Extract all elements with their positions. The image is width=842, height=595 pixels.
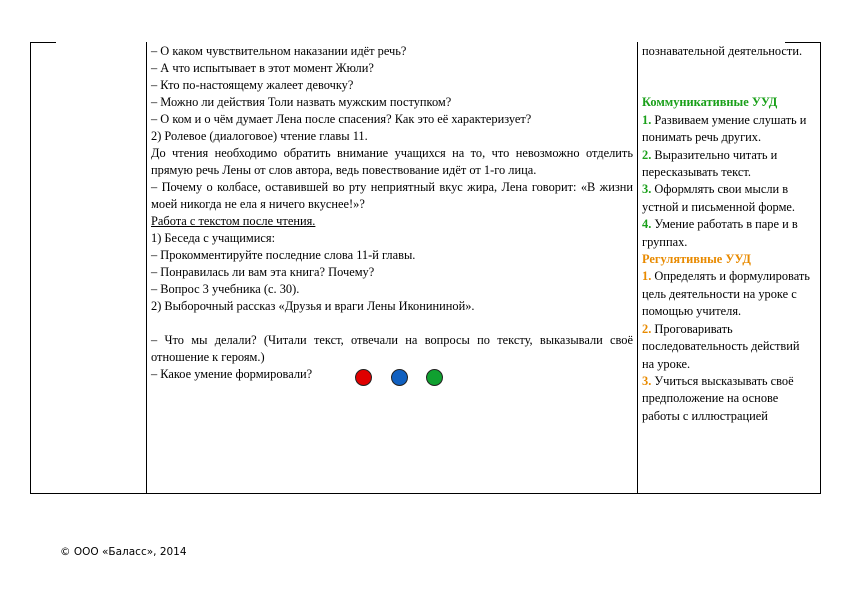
text-line: – А что испытывает в этот момент Жюли? bbox=[151, 61, 374, 75]
text-line: 2) Выборочный рассказ «Друзья и враги Лены Иконининой». bbox=[151, 299, 475, 313]
blue-dot bbox=[391, 369, 408, 386]
text-paragraph: – Что мы делали? (Читали текст, отвечали на вопросы по тексту, выказывали своё отношение к героям.) bbox=[151, 333, 633, 364]
text-line: – Прокомментируйте последние слова 11-й главы. bbox=[151, 248, 416, 262]
text-line: – О ком и о чём думает Лена после спасения? Как это её характеризует? bbox=[151, 112, 532, 126]
text-line: – Какое умение формировали? bbox=[151, 367, 313, 381]
col-border-3 bbox=[637, 42, 638, 493]
list-item: 3. Учиться высказывать своё предположение на основе работы с иллюстрацией bbox=[642, 373, 794, 423]
text-paragraph: – Почему о колбасе, оставившей во рту неприятный вкус жира, Лена говорит: «В жизни моей никогда не ела я ничего вкуснее!»? bbox=[151, 180, 633, 211]
red-dot bbox=[355, 369, 372, 386]
communicative-heading: Коммуникативные УУД bbox=[642, 95, 778, 110]
text-line: 2) Ролевое (диалоговое) чтение главы 11. bbox=[151, 129, 368, 143]
list-item: 2. Выразительно читать и пересказывать текст. bbox=[642, 147, 778, 180]
section-heading: Работа с текстом после чтения. bbox=[151, 214, 316, 228]
lesson-content-cell bbox=[151, 43, 633, 383]
copyright-footer: © ООО «Баласс», 2014 bbox=[60, 546, 187, 558]
col-border-2 bbox=[146, 42, 147, 493]
text-line: 1) Беседа с учащимися: bbox=[151, 231, 276, 245]
text-line: – Можно ли действия Толи назвать мужским поступком? bbox=[151, 95, 452, 109]
lesson-table bbox=[30, 42, 821, 494]
col-border-1 bbox=[30, 42, 31, 493]
text-line: – Вопрос 3 учебника (с. 30). bbox=[151, 282, 300, 296]
text-line: – О каком чувствительном наказании идёт речь? bbox=[151, 44, 407, 58]
intro-text: познавательной деятельности. bbox=[642, 44, 803, 58]
list-item: 3. Оформлять свои мысли в устной и письменной форме. bbox=[642, 182, 796, 214]
list-item: 2. Проговаривать последовательность действий на уроке. bbox=[642, 321, 800, 371]
regulative-heading: Регулятивные УУД bbox=[642, 252, 751, 267]
text-paragraph: До чтения необходимо обратить внимание учащихся на то, что невозможно отделить прямую речь Лены от слов автора, ведь повествование идёт от 1-го лица. bbox=[151, 146, 633, 177]
list-item: 1. Развиваем умение слушать и понимать речь других. bbox=[642, 112, 807, 145]
table-top-border-left bbox=[30, 42, 56, 43]
text-line: – Понравилась ли вам эта книга? Почему? bbox=[151, 265, 375, 279]
green-dot bbox=[426, 369, 443, 386]
uud-cell bbox=[642, 43, 814, 425]
text-line: – Кто по-настоящему жалеет девочку? bbox=[151, 78, 354, 92]
list-item: 4. Умение работать в паре и в группах. bbox=[642, 217, 798, 249]
list-item: 1. Определять и формулировать цель деятельности на уроке с помощью учителя. bbox=[642, 269, 810, 319]
col-border-4 bbox=[820, 42, 821, 493]
